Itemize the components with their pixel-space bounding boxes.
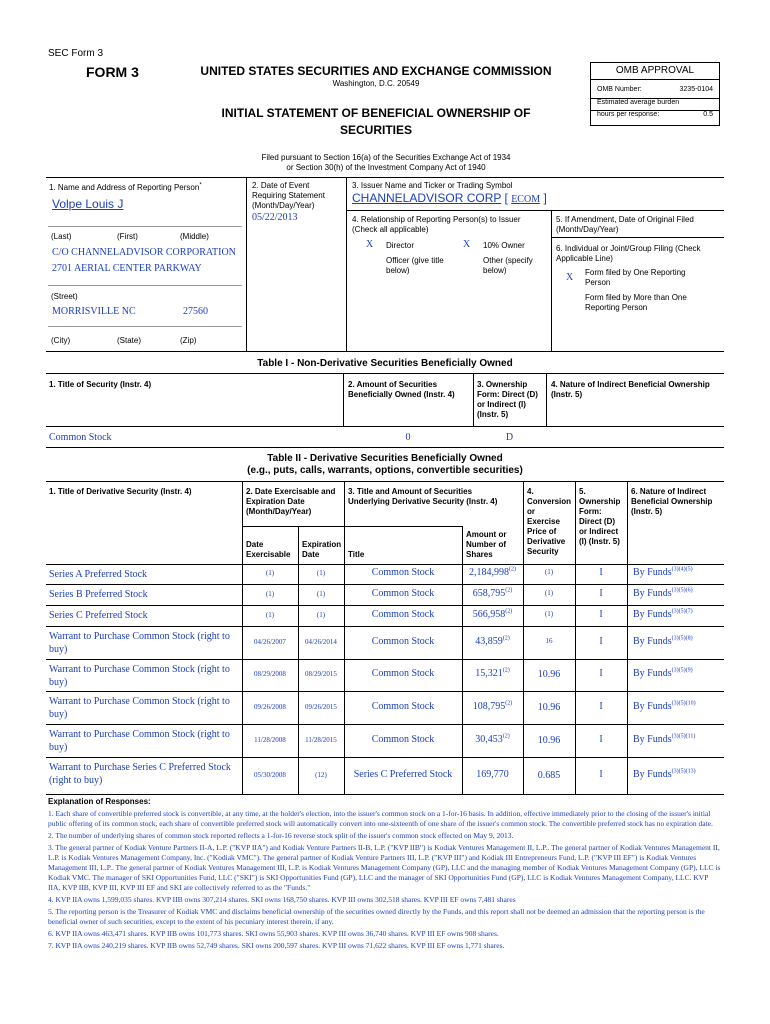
ownership-form: I <box>599 701 603 712</box>
underlying-title: Common Stock <box>371 609 435 620</box>
date-exercisable: 05/30/2008 <box>254 771 286 779</box>
officer-label: Officer (give title below) <box>386 256 444 275</box>
underlying-title: Common Stock <box>371 636 435 647</box>
document-title-line2: SECURITIES <box>339 123 412 137</box>
table1-row-form: D <box>505 432 514 443</box>
conversion-price: 10.96 <box>537 735 561 746</box>
city-label: (City) <box>51 336 71 345</box>
underlying-amount: 108,795$^{(2)}$ <box>472 700 513 712</box>
row-divider <box>46 626 724 627</box>
derivative-title: Series B Preferred Stock <box>49 589 148 600</box>
ownership-form: I <box>599 734 603 745</box>
underlying-amount: 658,795$^{(2)}$ <box>472 587 513 599</box>
expiration-date: (12) <box>315 771 327 779</box>
footnote: 2. The number of underlying shares of common stock reported reflects a 1-for-16 reverse stock split of the issuer's common stock effected on May 9, 2013. <box>48 831 514 840</box>
derivative-title: Series A Preferred Stock <box>49 569 148 580</box>
derivative-title: Warrant to Purchase Series C Preferred Stock (right to buy) <box>49 762 231 786</box>
filed-pursuant-line1: Filed pursuant to Section 16(a) of the Securities Exchange Act of 1934 <box>261 153 511 162</box>
table2-title-line2: (e.g., puts, calls, warrants, options, convertible securities) <box>247 465 523 476</box>
row-divider <box>46 584 724 585</box>
table2-col3-amount: Amount or Number of Shares <box>466 530 507 559</box>
conversion-price: (1) <box>544 568 554 576</box>
table1-title: Table I - Non-Derivative Securities Beneficially Owned <box>257 358 513 369</box>
underlying-title: Common Stock <box>371 588 435 599</box>
director-check[interactable]: X <box>366 239 374 250</box>
date-exercisable: 09/26/2008 <box>254 703 286 711</box>
derivative-title: Warrant to Purchase Common Stock (right to buy) <box>49 664 230 688</box>
ownership-form: I <box>599 636 603 647</box>
omb-number-label: OMB Number: <box>597 86 642 93</box>
underlying-title: Common Stock <box>371 734 435 745</box>
underlying-amount: 30,453$^{(2)}$ <box>475 733 510 745</box>
table1-col3: 3. Ownership Form: Direct (D) or Indirect (I) (Instr. 5) <box>477 380 538 419</box>
expiration-date: 09/26/2015 <box>305 703 337 711</box>
underlying-title: Series C Preferred Stock <box>353 769 453 780</box>
agency-location: Washington, D.C. 20549 <box>332 79 420 88</box>
explanation-heading: Explanation of Responses: <box>48 797 151 806</box>
agency-name: UNITED STATES SECURITIES AND EXCHANGE COMMISSION <box>200 64 552 78</box>
zip-label: (Zip) <box>180 336 197 345</box>
ownership-form: I <box>599 588 603 599</box>
date-exercisable: 04/26/2007 <box>254 638 286 646</box>
footnote: 1. Each share of convertible preferred stock is convertible, at any time, at the holder's election, into the issuer's common stock on a 1-for-16 basis. In addition, effective immediately prior to the closing of the issuer's initial public offering of its common stock, each share of convertible preferred stock will automatically convert into one-sixteenth of one share of the issuer's common stock. The convertible preferred stock has no expiration date. <box>48 809 713 828</box>
address-line1: C/O CHANNELADVISOR CORPORATION <box>52 247 236 258</box>
omb-burden-label: Estimated average burden <box>597 99 680 106</box>
nature-of-ownership: By Funds$^{(3)(5)(8)}$ <box>633 635 693 647</box>
conversion-price: 10.96 <box>537 702 561 713</box>
table2-title-line1: Table II - Derivative Securities Beneficially Owned <box>267 453 503 464</box>
ten-percent-owner-label: 10% Owner <box>483 241 525 250</box>
row-divider <box>46 757 724 758</box>
ownership-form: I <box>599 668 603 679</box>
box2-label: 2. Date of Event Requiring Statement (Month/Day/Year) <box>252 181 325 210</box>
ownership-form: I <box>599 567 603 578</box>
expiration-date: (1) <box>316 569 326 577</box>
ownership-form: I <box>599 609 603 620</box>
nature-of-ownership: By Funds$^{(3)(5)(7)}$ <box>633 608 693 620</box>
nature-of-ownership: By Funds$^{(3)(5)(6)}$ <box>633 587 693 599</box>
row-divider <box>46 659 724 660</box>
underlying-amount: 566,958$^{(2)}$ <box>472 608 513 620</box>
underlying-amount: 15,321$^{(2)}$ <box>475 667 510 679</box>
nature-of-ownership: By Funds$^{(3)(5)(9)}$ <box>633 667 693 679</box>
footnote: 3. The general partner of Kodiak Venture Partners II-A, L.P. ("KVP IIA") and Kodiak Venture Partners II-B, L.P. ("KVP IIB") is Kodiak Ventures Management II, L.P.. The general partner of Kodiak Ventures Management II, L.P. is Kodiak Ventures Management Company, Inc. ("Kodiak VMC"). The general partner of Kodiak Venture Partners III, L.P. ("KVP III") and Kodiak III Entrepreneurs Fund, L.P. ("KVP III EF") is Kodiak Ventures Management III, L.P.. The general partner of Kodiak Ventures Management III, L.P. is Kodiak Ventures Management Company (GP), LLC and the managing member of Kodiak Ventures Management Company (GP), LLC is Kodiak VMC. The manager of SKI Opportunities Fund, LLC ("SKI") is SKI Opportunities Fund (GP), LLC and the manager of SKI Opportunities Fund (GP), LLC is Kodiak Ventures Management Company, LLC. KVP IIA, KVP IIB, KVP III, KVP III EF and SKI are collectively referred to as the "Funds." <box>48 843 721 892</box>
row-divider <box>46 794 724 795</box>
conversion-price: 16 <box>545 637 553 645</box>
nature-of-ownership: By Funds$^{(3)(5)(10)}$ <box>633 700 696 712</box>
last-label: (Last) <box>51 232 72 241</box>
middle-label: (Middle) <box>180 232 209 241</box>
expiration-date: 11/28/2015 <box>305 736 337 744</box>
box4-label: 4. Relationship of Reporting Person(s) to Issuer (Check all applicable) <box>352 215 521 234</box>
more-persons-label: Form filed by More than One Reporting Person <box>585 293 687 312</box>
conversion-price: (1) <box>544 589 554 597</box>
underlying-amount: 43,859$^{(2)}$ <box>475 635 510 647</box>
table2-col6: 6. Nature of Indirect Beneficial Ownership (Instr. 5) <box>631 487 713 516</box>
table2-col2: 2. Date Exercisable and Expiration Date (Month/Day/Year) <box>246 487 336 516</box>
underlying-amount: 169,770 <box>476 769 509 780</box>
omb-approval-box <box>590 62 720 126</box>
nature-of-ownership: By Funds$^{(3)(5)(11)}$ <box>633 733 696 745</box>
city-state: MORRISVILLE NC <box>52 306 136 317</box>
box5-label: 5. If Amendment, Date of Original Filed (Month/Day/Year) <box>556 215 694 234</box>
underlying-title: Common Stock <box>371 567 435 578</box>
director-label: Director <box>386 241 415 250</box>
conversion-price: 10.96 <box>537 669 561 680</box>
filed-pursuant-line2: or Section 30(h) of the Investment Company Act of 1940 <box>286 163 486 172</box>
omb-hours-label: hours per response: <box>597 111 660 118</box>
document-title-line1: INITIAL STATEMENT OF BENEFICIAL OWNERSHIP OF <box>221 106 531 120</box>
one-person-check[interactable]: X <box>566 272 574 283</box>
issuer-name-ticker: CHANNELADVISOR CORP [ ECOM ] <box>352 191 547 205</box>
date-exercisable: 08/29/2008 <box>254 670 286 678</box>
box1-label: 1. Name and Address of Reporting Person* <box>49 182 202 192</box>
nature-of-ownership: By Funds$^{(3)(5)(13)}$ <box>633 768 696 780</box>
footnote: 4. KVP IIA owns 1,599,035 shares. KVP IIB owns 307,214 shares. SKI owns 168,750 shares. KVP III owns 302,518 shares. KVP III EF owns 7,481 shares <box>48 895 516 904</box>
footnote: 7. KVP IIA owns 240,219 shares. KVP IIB owns 52,749 shares. SKI owns 200,597 shares. KVP III owns 71,622 shares. KVP III EF owns 1,771 shares. <box>48 941 505 950</box>
street-label: (Street) <box>51 292 78 301</box>
footnote: 5. The reporting person is the Treasurer of Kodiak VMC and disclaims beneficial ownership of the securities owned directly by the Funds, and this report shall not be deemed an admission that the reporting person is the beneficial owner of such securities, except to the extent of his pecuniary interest therein, if any. <box>48 907 705 926</box>
table1-col1: 1. Title of Security (Instr. 4) <box>49 380 152 389</box>
derivative-title: Warrant to Purchase Common Stock (right to buy) <box>49 729 230 753</box>
table2-col3: 3. Title and Amount of Securities Underlying Derivative Security (Instr. 4) <box>348 487 498 506</box>
derivative-title: Warrant to Purchase Common Stock (right to buy) <box>49 696 230 720</box>
table1-row-title: Common Stock <box>49 432 112 443</box>
omb-hours-value: 0.5 <box>703 111 713 118</box>
date-exercisable: 11/28/2008 <box>254 736 286 744</box>
expiration-date: 08/29/2015 <box>305 670 337 678</box>
state-label: (State) <box>117 336 142 345</box>
expiration-date: (1) <box>316 611 326 619</box>
date-exercisable: (1) <box>265 611 275 619</box>
ownership-form: I <box>599 769 603 780</box>
underlying-amount: 2,184,998$^{(2)}$ <box>469 566 516 578</box>
conversion-price: 0.685 <box>537 770 561 781</box>
expiration-date: 04/26/2014 <box>305 638 337 646</box>
table2-col3-title: Title <box>348 550 365 559</box>
row-divider <box>46 724 724 725</box>
issuer-ticker[interactable]: ECOM <box>511 194 541 205</box>
table1-col4: 4. Nature of Indirect Beneficial Ownership (Instr. 5) <box>551 380 710 399</box>
derivative-title: Warrant to Purchase Common Stock (right to buy) <box>49 631 230 655</box>
nature-of-ownership: By Funds$^{(3)(4)(5)}$ <box>633 566 693 578</box>
underlying-title: Common Stock <box>371 701 435 712</box>
other-label: Other (specify below) <box>483 256 533 275</box>
omb-number-value: 3235-0104 <box>679 86 713 93</box>
address-line2: 2701 AERIAL CENTER PARKWAY <box>52 263 202 274</box>
date-exercisable: (1) <box>265 569 275 577</box>
omb-title: OMB APPROVAL <box>591 63 719 80</box>
date-exercisable: (1) <box>265 590 275 598</box>
table2-col4: 4. Conversion or Exercise Price of Derivative Security <box>527 487 572 556</box>
table2-col5: 5. Ownership Form: Direct (D) or Indirect (I) (Instr. 5) <box>579 487 621 546</box>
table2-col2-expiration: Expiration Date <box>302 540 342 559</box>
one-person-label: Form filed by One Reporting Person <box>585 268 686 287</box>
explanation-notes <box>48 809 722 953</box>
table1-row-amount: 0 <box>405 432 411 443</box>
row-divider <box>46 605 724 606</box>
table2-col2-date-exercisable: Date Exercisable <box>246 540 291 559</box>
first-label: (First) <box>117 232 138 241</box>
expiration-date: (1) <box>316 590 326 598</box>
ten-percent-owner-check[interactable]: X <box>463 239 471 250</box>
table2-col1: 1. Title of Derivative Security (Instr. 4) <box>49 487 192 496</box>
reporting-person-name[interactable]: Volpe Louis J <box>52 197 124 211</box>
box3-label: 3. Issuer Name and Ticker or Trading Symbol <box>352 181 513 190</box>
zip-code: 27560 <box>183 306 208 317</box>
table1-col2: 2. Amount of Securities Beneficially Owned (Instr. 4) <box>348 380 455 399</box>
row-divider <box>46 691 724 692</box>
footnote: 6. KVP IIA owns 463,471 shares. KVP IIB owns 101,773 shares. SKI owns 55,903 shares. KVP III owns 36,740 shares. KVP III EF owns 908 shares. <box>48 929 499 938</box>
box6-label: 6. Individual or Joint/Group Filing (Check Applicable Line) <box>556 244 701 263</box>
derivative-title: Series C Preferred Stock <box>49 610 148 621</box>
event-date: 05/22/2013 <box>252 212 298 223</box>
underlying-title: Common Stock <box>371 668 435 679</box>
conversion-price: (1) <box>544 610 554 618</box>
issuer-name[interactable]: CHANNELADVISOR CORP <box>352 191 502 205</box>
form-label: FORM 3 <box>86 64 139 80</box>
sec-form-label: SEC Form 3 <box>48 48 104 59</box>
